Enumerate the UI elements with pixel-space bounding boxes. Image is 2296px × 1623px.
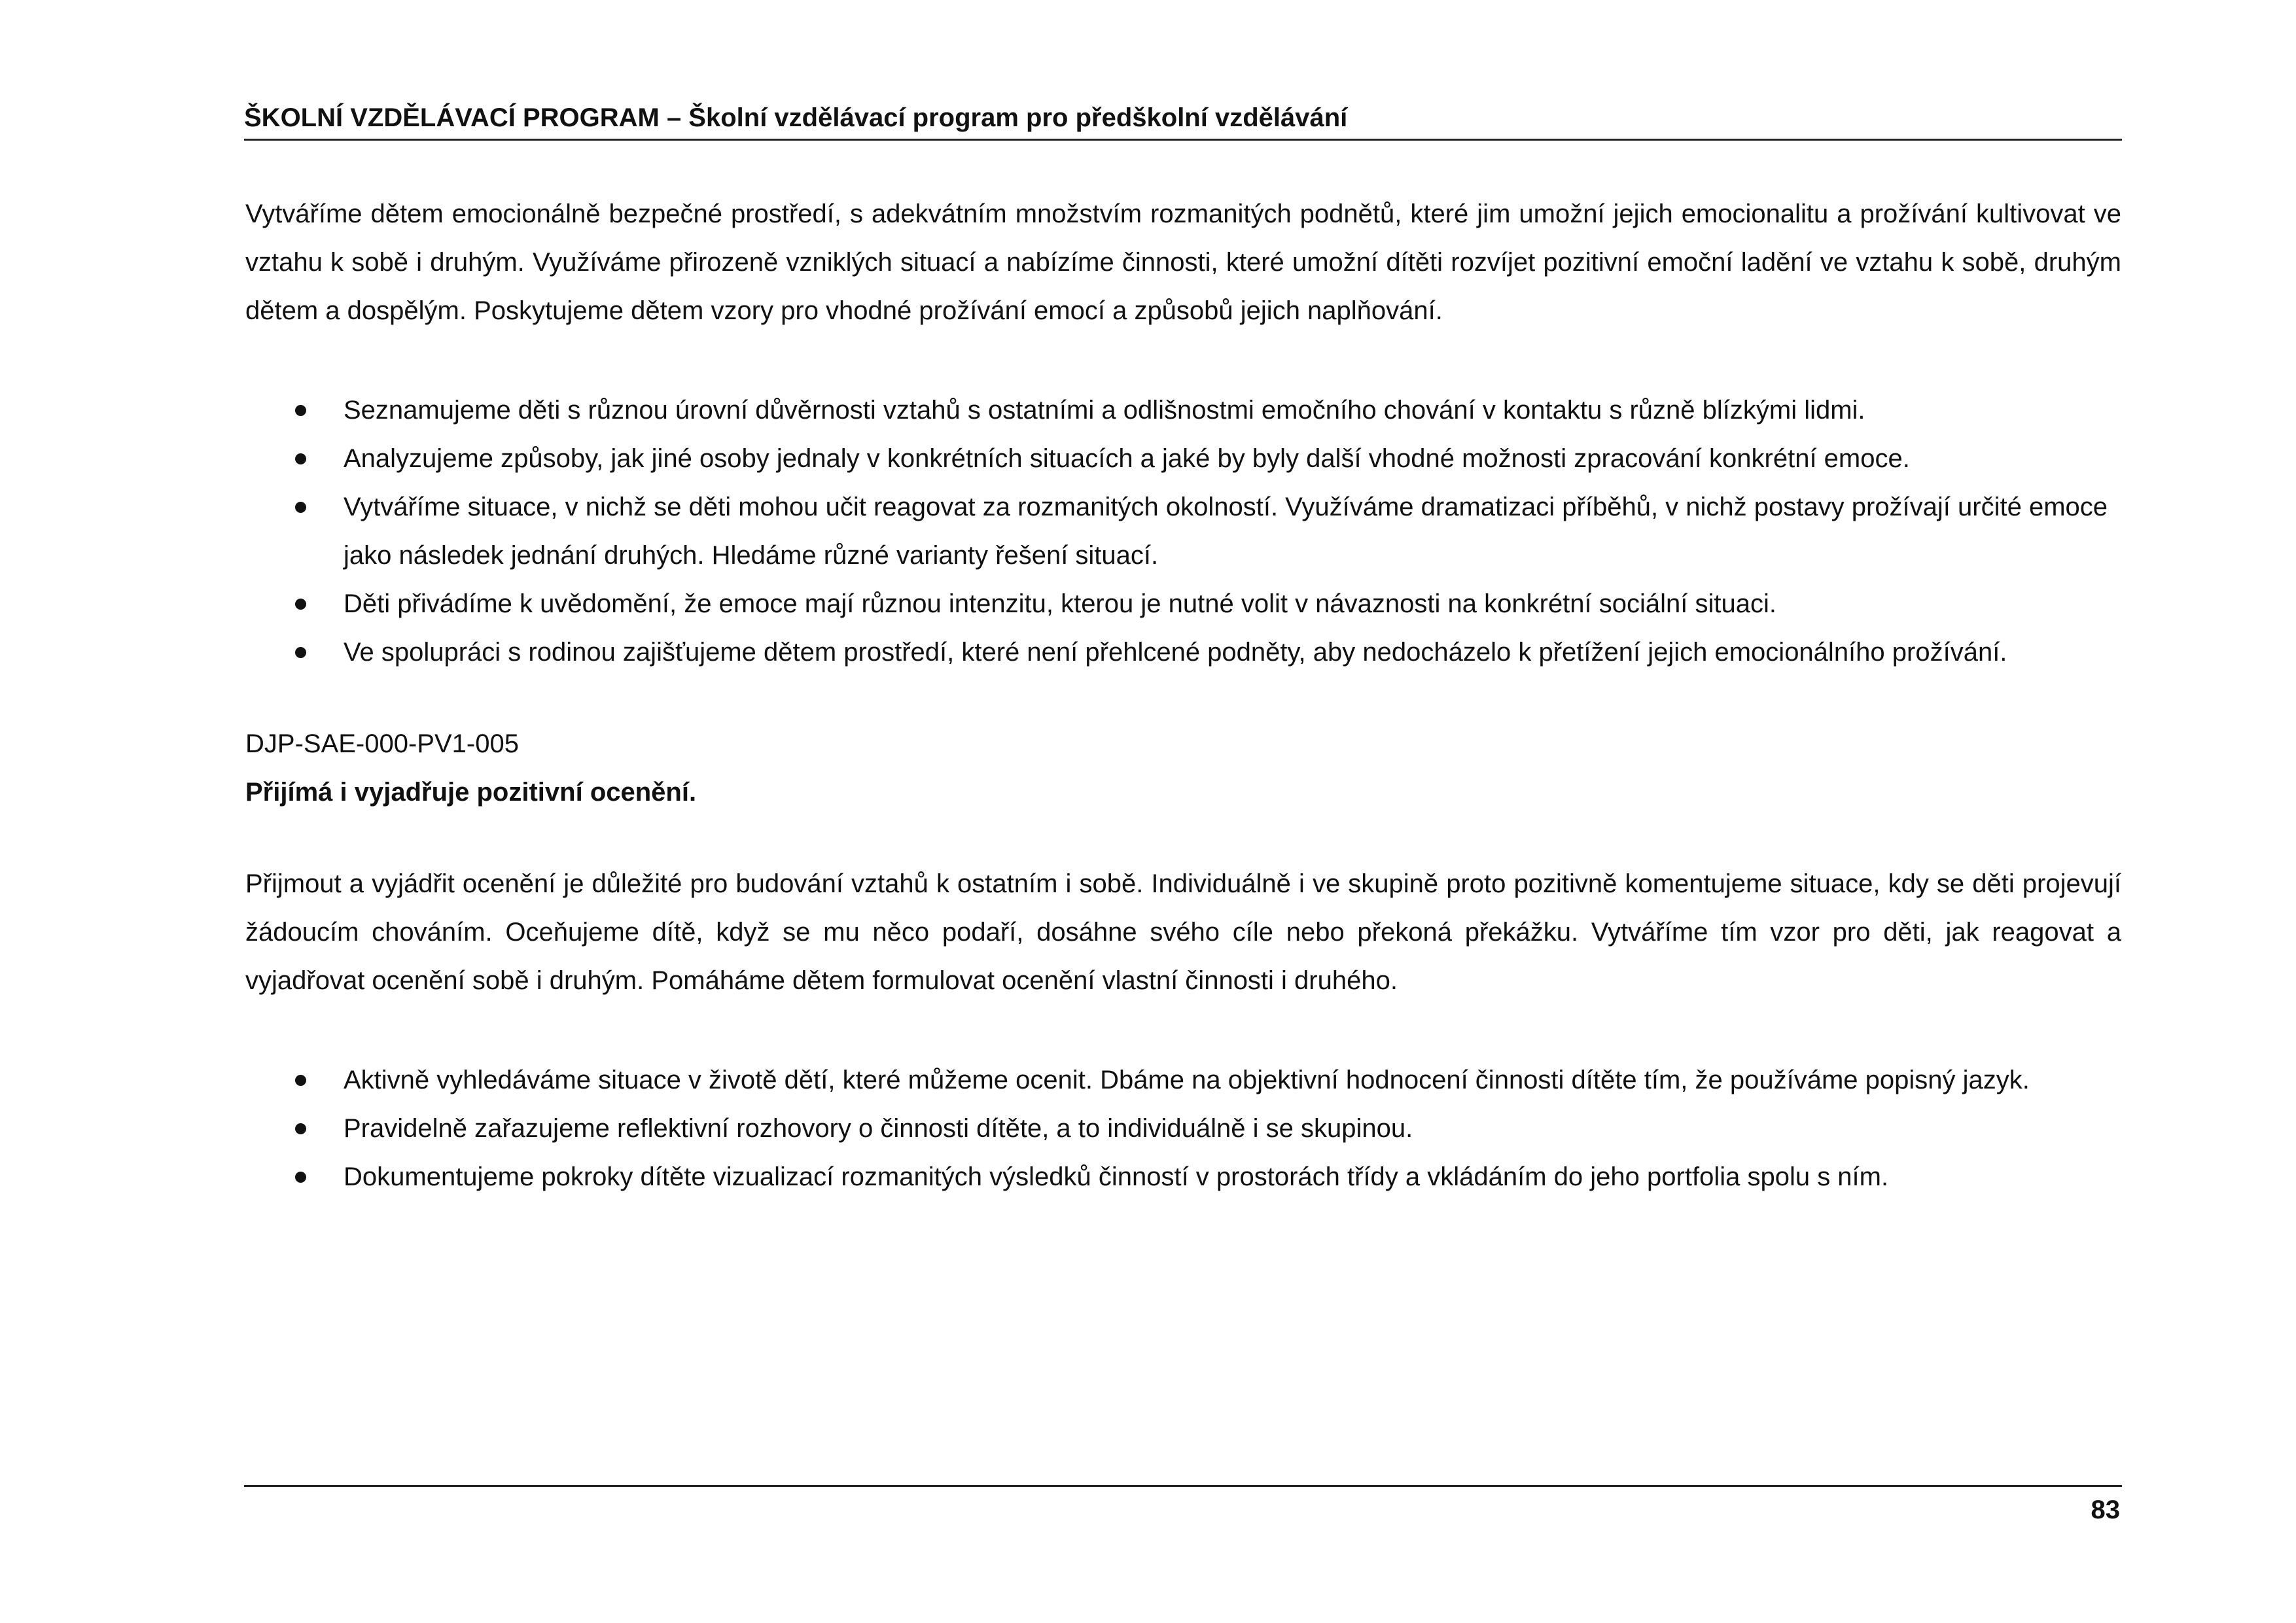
footer-divider <box>244 1485 2122 1487</box>
section1-bullet-list <box>245 386 2121 676</box>
bullet-icon <box>295 647 306 658</box>
list-item <box>245 628 2121 676</box>
section2-bullet-list <box>245 1056 2121 1201</box>
list-item <box>245 434 2121 483</box>
list-item-text: Analyzujeme způsoby, jak jiné osoby jednaly v konkrétních situacích a jaké by byly další vhodné možnosti zpracování konkrétní emoce. <box>344 444 1910 473</box>
list-item-text: Seznamujeme děti s různou úrovní důvěrnosti vztahů s ostatními a odlišnostmi emočního chování v kontaktu s různě blízkými lidmi. <box>344 396 1865 425</box>
list-item <box>245 1056 2121 1104</box>
page-header-title: ŠKOLNÍ VZDĚLÁVACÍ PROGRAM – Školní vzdělávací program pro předškolní vzdělávání <box>244 103 1348 132</box>
list-item-text: Děti přivádíme k uvědomění, že emoce mají různou intenzitu, kterou je nutné volit v návaznosti na konkrétní sociální situaci. <box>344 589 1776 618</box>
bullet-icon <box>295 1172 306 1183</box>
list-item-text: Dokumentujeme pokroky dítěte vizualizací rozmanitých výsledků činností v prostorách třídy a vkládáním do jeho portfolia spolu s ním. <box>344 1162 1889 1191</box>
list-item <box>245 386 2121 434</box>
list-item-text: Pravidelně zařazujeme reflektivní rozhovory o činnosti dítěte, a to individuálně i se skupinou. <box>344 1114 1413 1143</box>
bullet-icon <box>295 405 306 416</box>
list-item <box>245 1153 2121 1201</box>
list-item <box>245 1104 2121 1153</box>
bullet-icon <box>295 599 306 610</box>
list-item <box>245 483 2121 580</box>
competency-code: DJP-SAE-000-PV1-005 <box>245 729 519 758</box>
list-item-text: Vytváříme situace, v nichž se děti mohou učit reagovat za rozmanitých okolností. Využíváme dramatizaci příběhů, v nichž postavy prožívají určité emoce jako následek jednání druhých. Hledáme různé varianty řešení situací. <box>344 493 2108 570</box>
section2-paragraph: Přijmout a vyjádřit ocenění je důležité pro budování vztahů k ostatním i sobě. Individuálně i ve skupině proto pozitivně komentujeme situace, kdy se děti projevují žádoucím chováním. Oceňujeme dítě, když se mu něco podaří, dosáhne svého cíle nebo překoná překážku. Vytváříme tím vzor pro děti, jak reagovat a vyjadřovat ocenění sobě i druhým. Pomáháme dětem formulovat ocenění vlastní činnosti i druhého. <box>245 869 2121 995</box>
list-item-text: Aktivně vyhledáváme situace v životě dětí, které můžeme ocenit. Dbáme na objektivní hodnocení činnosti dítěte tím, že používáme popisný jazyk. <box>344 1066 2030 1094</box>
section1-paragraph: Vytváříme dětem emocionálně bezpečné prostředí, s adekvátním množstvím rozmanitých podnětů, které jim umožní jejich emocionalitu a prožívání kultivovat ve vztahu k sobě i druhým. Využíváme přirozeně vzniklých situací a nabízíme činnosti, které umožní dítěti rozvíjet pozitivní emoční ladění ve vztahu k sobě, druhým dětem a dospělým. Poskytujeme dětem vzory pro vhodné prožívání emocí a způsobů jejich naplňování. <box>245 200 2121 325</box>
bullet-icon <box>295 502 306 513</box>
page-content <box>245 190 2121 1201</box>
list-item <box>245 580 2121 628</box>
header-divider <box>244 139 2122 141</box>
page-number: 83 <box>2091 1495 2120 1524</box>
list-item-text: Ve spolupráci s rodinou zajišťujeme dětem prostředí, které není přehlcené podněty, aby nedocházelo k přetížení jejich emocionálního prožívání. <box>344 638 2007 667</box>
competency-heading: Přijímá i vyjadřuje pozitivní ocenění. <box>245 778 697 807</box>
bullet-icon <box>295 1123 306 1134</box>
bullet-icon <box>295 1075 306 1086</box>
bullet-icon <box>295 453 306 464</box>
